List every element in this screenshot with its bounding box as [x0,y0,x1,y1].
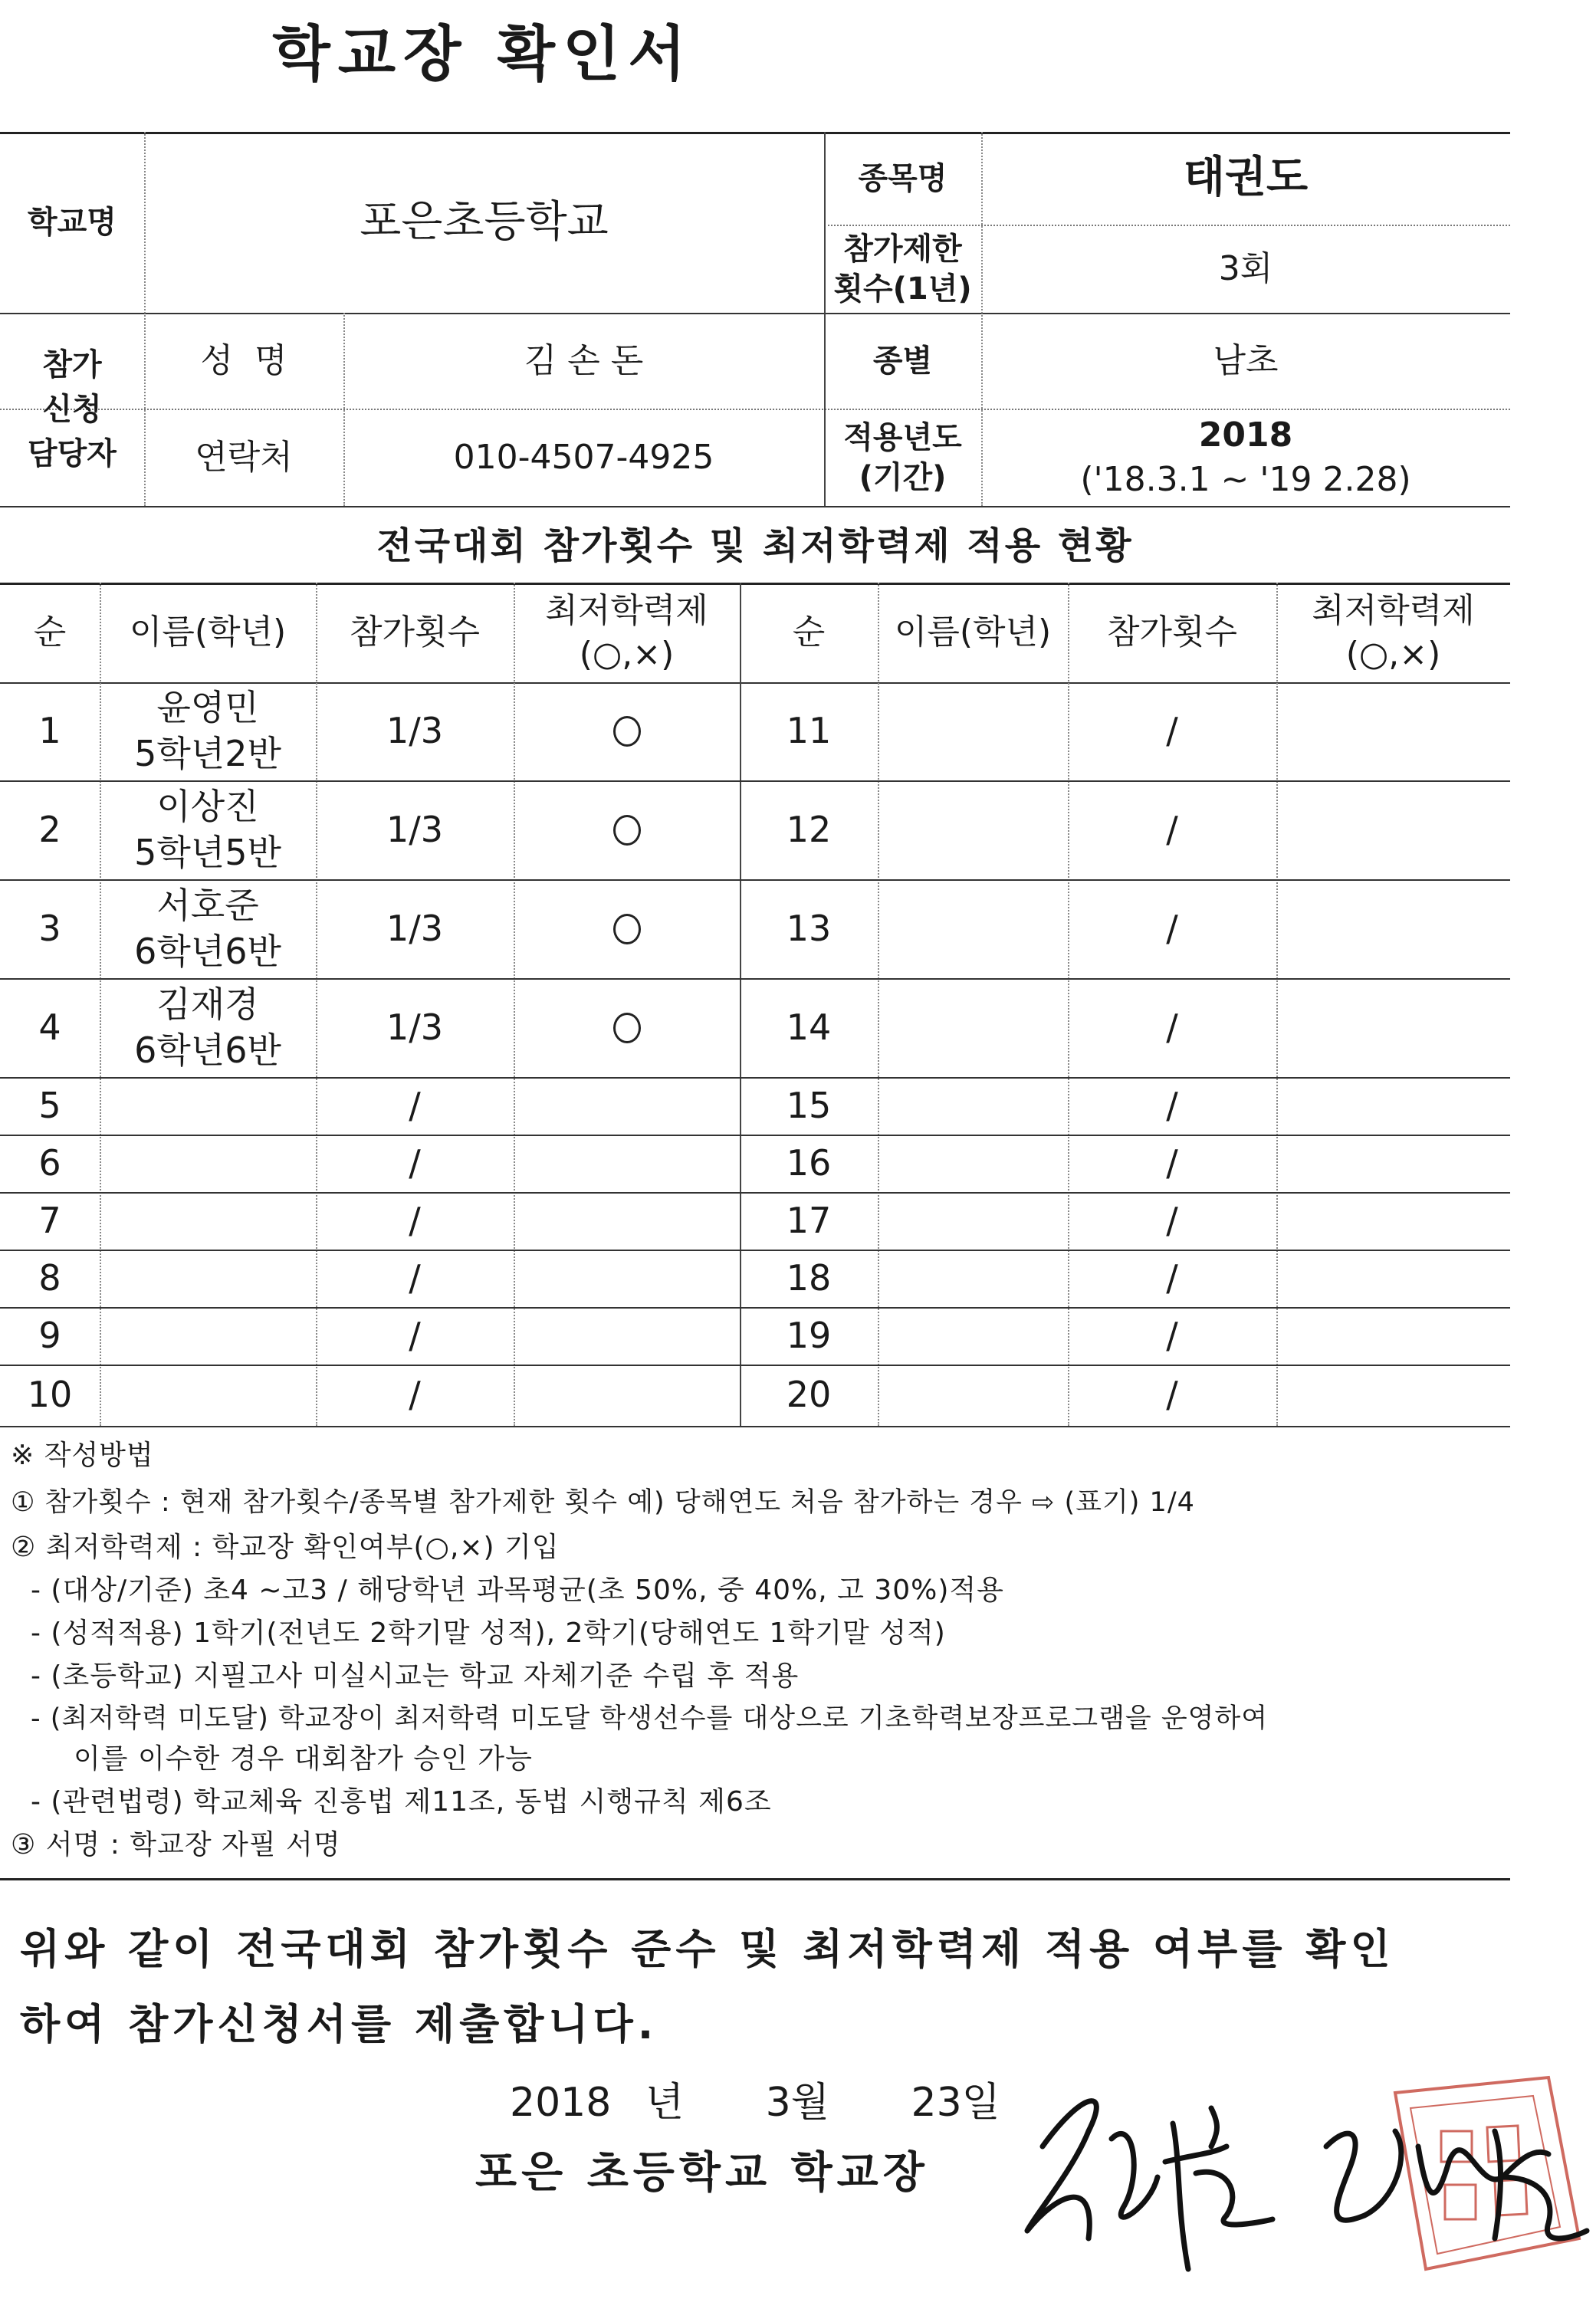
student-grade: 5학년5반 [134,831,281,873]
note-2f: - (관련법령) 학교체육 진흥법 제11조, 동법 시행규칙 제6조 [31,1786,772,1818]
participation-count: / [409,1141,421,1184]
min-grade-check-cell [514,780,740,879]
row-number: 18 [786,1256,832,1299]
year-label-line1: 적용년도 [843,419,962,455]
min-grade-check-cell [514,879,740,978]
row-number: 3 [38,907,61,949]
participation-count: / [409,1314,421,1356]
student-name: 서호준 [156,884,259,926]
student-grade: 5학년2반 [134,733,281,774]
row-number: 8 [38,1256,61,1299]
col-header-count-right: 참가횟수 [1106,613,1237,652]
row-number: 16 [786,1141,832,1184]
event-value: 태권도 [1183,153,1309,203]
participation-count: / [1166,1374,1178,1416]
date-day: 23일 [911,2080,1000,2126]
row-number: 15 [786,1084,832,1126]
participation-count: 1/3 [386,1006,444,1048]
col-header-min-line1: 최저학력제 [545,590,708,630]
school-name-value: 포은초등학교 [360,196,609,247]
col-header-name-right: 이름(학년) [894,613,1052,652]
participation-count: / [1166,1314,1178,1356]
student-name: 윤영민 [156,687,259,729]
participation-count: 1/3 [386,907,444,949]
col-header-min-right-line1: 최저학력제 [1312,590,1475,630]
col-header-min-right [1276,583,1510,682]
row-number: 2 [38,808,61,850]
row-number: 10 [27,1374,73,1416]
col-header-min-right-line2: (○,×) [1345,635,1441,674]
student-grade: 6학년6반 [134,1029,281,1071]
participation-count: / [409,1199,421,1241]
note-2: ② 최저학력제 : 학교장 확인여부(○,×) 기입 [11,1532,560,1563]
name-label: 성 명 [200,340,287,380]
year-label [824,409,981,506]
participation-count: / [409,1084,421,1126]
person-label-line3: 담당자 [28,436,117,471]
student-name: 이상진 [156,785,259,827]
date-year-unit: 년 [645,2080,685,2126]
row-number: 6 [38,1141,61,1184]
row-number: 5 [38,1084,61,1126]
person-label [0,313,144,506]
student-cell [100,780,316,879]
participation-count: / [1166,710,1178,752]
school-name-label: 학교명 [28,205,117,240]
event-label: 종목명 [858,160,947,196]
col-header-no: 순 [33,613,67,652]
notes-heading: ※ 작성방법 [11,1440,154,1471]
year-value-line1: 2018 [1198,415,1293,455]
participation-count: 1/3 [386,710,444,752]
min-grade-check-cell [514,978,740,1077]
participation-count: 1/3 [386,808,444,850]
circle-mark-icon [613,1013,641,1043]
note-1: ① 참가횟수 : 현재 참가횟수/종목별 참가제한 횟수 예) 당해연도 처음 참가하는 경우 ⇨ (표기) 1/4 [11,1487,1195,1518]
col-header-name: 이름(학년) [129,613,287,652]
col-header-no-right: 순 [792,613,826,652]
contact-value: 010-4507-4925 [453,437,714,477]
conclusion-line2: 하여 참가신청서를 제출합니다. [20,2000,658,2048]
category-value: 남초 [1213,340,1279,380]
row-number: 4 [38,1006,61,1048]
limit-label-line1: 참가제한 [843,231,962,267]
participation-count: / [409,1374,421,1416]
row-number: 1 [38,710,61,752]
row-number: 20 [786,1374,832,1416]
conclusion-line1: 위와 같이 전국대회 참가횟수 준수 및 최저학력제 적용 여부를 확인 [20,1925,1395,1973]
note-2c: - (초등학교) 지필고사 미실시교는 학교 자체기준 수립 후 적용 [31,1660,800,1692]
limit-label [824,225,981,313]
col-header-count: 참가횟수 [349,613,480,652]
person-label-line2: 신청 [42,392,102,427]
participation-count: / [1166,907,1178,949]
signature-and-seal [966,2039,1594,2315]
row-number: 12 [786,808,832,850]
note-2a: - (대상/기준) 초4 ~고3 / 해당학년 과목평균(초 50%, 중 40%, 고 30%)적용 [31,1575,1004,1606]
note-2d: - (최저학력 미도달) 학교장이 최저학력 미도달 학생선수를 대상으로 기초학력보장프로그램을 운영하여 [31,1703,1269,1734]
row-number: 19 [786,1314,832,1356]
contact-label: 연락처 [195,437,293,477]
row-number: 11 [786,710,832,752]
document-title: 학교장 확인서 [272,20,694,89]
student-cell [100,879,316,978]
limit-value: 3회 [1218,248,1273,288]
signing-date [510,2070,1000,2127]
student-cell [100,978,316,1077]
person-label-line1: 참가 [42,347,102,383]
date-year: 2018 [510,2080,612,2126]
note-2b: - (성적적용) 1학기(전년도 2학기말 성적), 2학기(당해연도 1학기말 성적) [31,1618,946,1649]
year-value [981,409,1510,506]
circle-mark-icon [613,716,641,747]
row-number: 7 [38,1199,61,1241]
participation-count: / [1166,1199,1178,1241]
circle-mark-icon [613,815,641,846]
row-number: 17 [786,1199,832,1241]
row-divider [0,1426,1510,1427]
category-label: 종별 [872,343,933,379]
row-number: 14 [786,1006,832,1048]
participation-count: / [1166,808,1178,850]
participation-count: / [1166,1084,1178,1126]
student-cell [100,682,316,780]
name-value: 김 손 돈 [524,340,644,380]
student-grade: 6학년6반 [134,930,281,972]
year-value-line2: ('18.3.1 ~ '19 2.28) [1080,459,1411,499]
participation-count: / [409,1256,421,1299]
date-month: 3월 [765,2080,829,2126]
participation-count: / [1166,1006,1178,1048]
signer-title: 포은 초등학교 학교장 [475,2148,929,2198]
participation-count: / [1166,1141,1178,1184]
note-3: ③ 서명 : 학교장 자필 서명 [11,1829,341,1861]
student-name: 김재경 [156,983,259,1025]
limit-label-line2: 횟수(1년) [833,271,972,307]
col-header-min-line2: (○,×) [579,635,675,674]
participation-count: / [1166,1256,1178,1299]
circle-mark-icon [613,914,641,944]
row-number: 13 [786,907,832,949]
min-grade-check-cell [514,682,740,780]
note-2e: 이를 이수한 경우 대회참가 승인 가능 [74,1743,533,1775]
row-number: 9 [38,1314,61,1356]
year-label-line2: (기간) [859,459,947,495]
col-header-min [514,583,740,682]
status-title: 전국대회 참가횟수 및 최저학력제 적용 현황 [376,524,1134,568]
